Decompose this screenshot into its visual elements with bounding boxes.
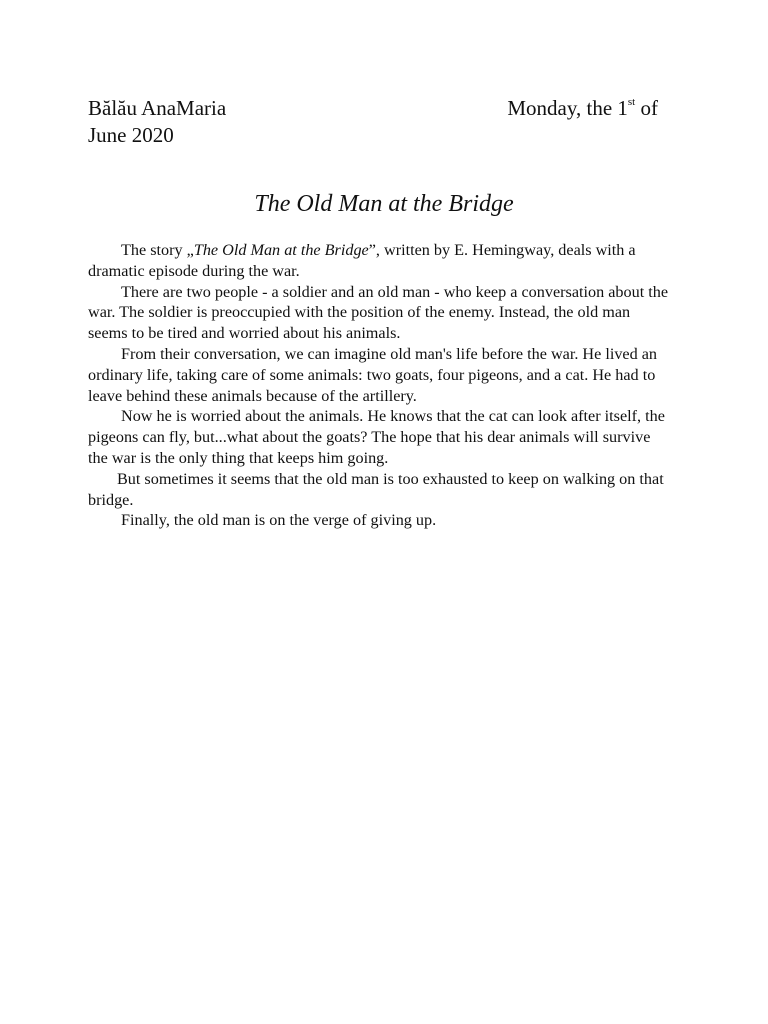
author-name: Bălău AnaMaria	[88, 96, 227, 120]
document-body	[88, 240, 673, 531]
paragraph-1-after: ”, written by E. Hemingway, deals with a dramatic episode during the war.	[88, 241, 636, 280]
document-header	[88, 95, 658, 149]
date-line-2: June 2020	[88, 123, 174, 147]
paragraph-1-before: The story „	[121, 241, 194, 259]
date-ordinal-suffix: st	[627, 96, 636, 109]
document-title: The Old Man at the Bridge	[254, 191, 514, 217]
paragraph-1	[88, 240, 673, 282]
paragraph-1-work-title: The Old Man at the Bridge	[193, 241, 369, 259]
header-row	[88, 95, 658, 122]
date-start: Monday, the 1	[507, 96, 628, 120]
paragraph-6: Finally, the old man is on the verge of giving up.	[121, 511, 437, 530]
date-line-1	[507, 95, 658, 122]
paragraph-4: Now he is worried about the animals. He knows that the cat can look after itself, the pigeons can fly, but...what about the goats? The hope that his dear animals will survive the war is the only thing that keeps him going.	[88, 407, 665, 467]
paragraph-2: There are two people - a soldier and an old man - who keep a conversation about the war. The soldier is preoccupied with the position of the enemy. Instead, the old man seems to be tired and worried about his animals.	[88, 282, 669, 343]
paragraph-5: But sometimes it seems that the old man is too exhausted to keep on walking on that bridge.	[88, 469, 664, 509]
date-end: of	[635, 96, 658, 120]
paragraph-3: From their conversation, we can imagine old man's life before the war. He lived an ordinary life, taking care of some animals: two goats, four pigeons, and a cat. He had to leave behind these animals because of the artillery.	[88, 344, 658, 405]
